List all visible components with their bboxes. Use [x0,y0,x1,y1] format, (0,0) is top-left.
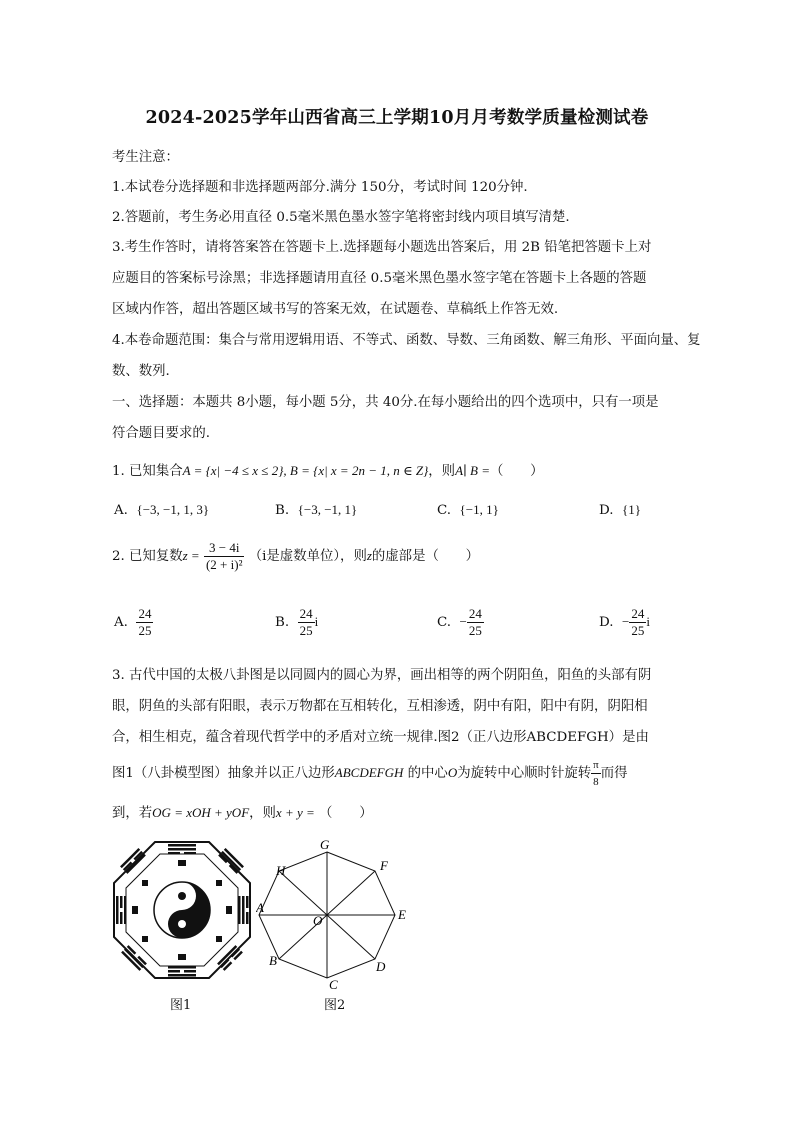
notice-line: 区域内作答，超出答题区域书写的答案无效，在试题卷、草稿纸上作答无效. [112,302,559,317]
figure-2-caption: 图2 [324,998,346,1013]
q1-option-a: A. {−3, −1, 1, 3} [114,502,210,518]
section-heading: 一、选择题：本题共 8小题，每小题 5分，共 40分.在每小题给出的四个选项中，只有一项是 [112,395,659,410]
q2-option-b: B. $\frac{24}{25}$ i [275,606,319,638]
vertex-label-c: C [329,977,338,992]
question-3-line: 合，相生相克，蕴含着现代哲学中的矛盾对立统一规律.图2（正八边形ABCDEFGH）是由 [112,730,649,745]
q1-set-a: A = {x| −4 ≤ x ≤ 2} [182,463,284,478]
figure-1-caption: 图1 [170,998,192,1013]
notice-line: 1.本试卷分选择题和非选择题两部分.满分 150分，考试时间 120分钟. [112,180,528,195]
q2-middle: （i是虚数单位），则 [248,549,367,564]
q1-option-d: D. {1} [599,502,642,518]
q1-option-c: C. {−1, 1} [437,502,499,518]
q1-option-b: B. {−3, −1, 1} [275,502,358,518]
question-3-line: 眼，阴鱼的头部有阳眼，表示万物都在互相转化，互相渗透，阴中有阳，阳中有阴，阴阳相 [112,699,648,714]
notice-line: 数、数列. [112,364,170,379]
bagua-figure [112,840,252,980]
vertex-label-e: E [398,907,406,922]
q2-option-c: C. − $\frac{24}{25}$ [437,606,482,638]
vertex-label-g: G [320,837,330,852]
question-2: 2. 已知复数z = $\frac{3 - 4i}{\text{(2 + i)²}}$ （i是虚数单位），则z的虚部是（ ） [112,540,480,572]
question-3-line: 图1（八卦模型图）抽象并以正八边形ABCDEFGH 的中心O为旋转中心顺时针旋转 $\frac{\pi}{8}$ 而得 [112,759,628,788]
notice-heading: 考生注意： [112,150,179,165]
q2-suffix: 的虚部是（ ） [371,549,480,564]
vertex-label-b: B [269,953,277,968]
notice-line: 4.本卷命题范围：集合与常用逻辑用语、不等式、函数、导数、三角函数、解三角形、平面向量、复 [112,333,701,348]
question-3-line: 3. 古代中国的太极八卦图是以同圆内的圆心为界，画出相等的两个阴阳鱼，阳鱼的头部有阴 [112,668,652,683]
q2-prefix: 2. 已知复数 [112,549,183,564]
q1-expr: A∣ B = [455,463,490,478]
octagon-figure [256,836,416,992]
notice-line: 2.答题前，考生务必用直径 0.5毫米黑色墨水签字笔将密封线内项目填写清楚. [112,210,570,225]
vector-equation: OG = xOH + yOF [152,805,250,820]
q2-option-d: D. − $\frac{24}{25}$ i [599,606,650,638]
vertex-label-h: H [276,863,286,878]
vertex-label-a: A [256,900,264,915]
vertex-label-d: D [376,959,386,974]
center-label-o: O [313,913,323,928]
question-3-line: 到，若OG = xOH + yOF，则x + y = （ ） [112,805,373,821]
q1-blank: （ ） [490,464,544,479]
question-1 [112,460,544,479]
q2-fraction: $\frac{3 - 4i}{\text{(2 + i)²}}$ [205,540,243,572]
q2-option-a: A. $\frac{24}{25}$ [114,606,152,638]
q1-set-b: , B = {x| x = 2n − 1, n ∈ Z} [283,463,429,478]
section-heading-cont: 符合题目要求的. [112,426,210,441]
notice-line: 3.考生作答时，请将答案答在答题卡上.选择题每小题选出答案后，用 2B 铅笔把答题卡上对 [112,240,652,255]
q1-suffix: ，则 [428,464,456,479]
page-title: 2024-2025学年山西省高三上学期10月月考数学质量检测试卷 [145,108,649,128]
vertex-label-f: F [380,858,388,873]
q1-prefix: 1. 已知集合 [112,464,183,479]
notice-line: 应题目的答案标号涂黑；非选择题请用直径 0.5毫米黑色墨水签字笔在答题卡上各题的答题 [112,271,647,286]
